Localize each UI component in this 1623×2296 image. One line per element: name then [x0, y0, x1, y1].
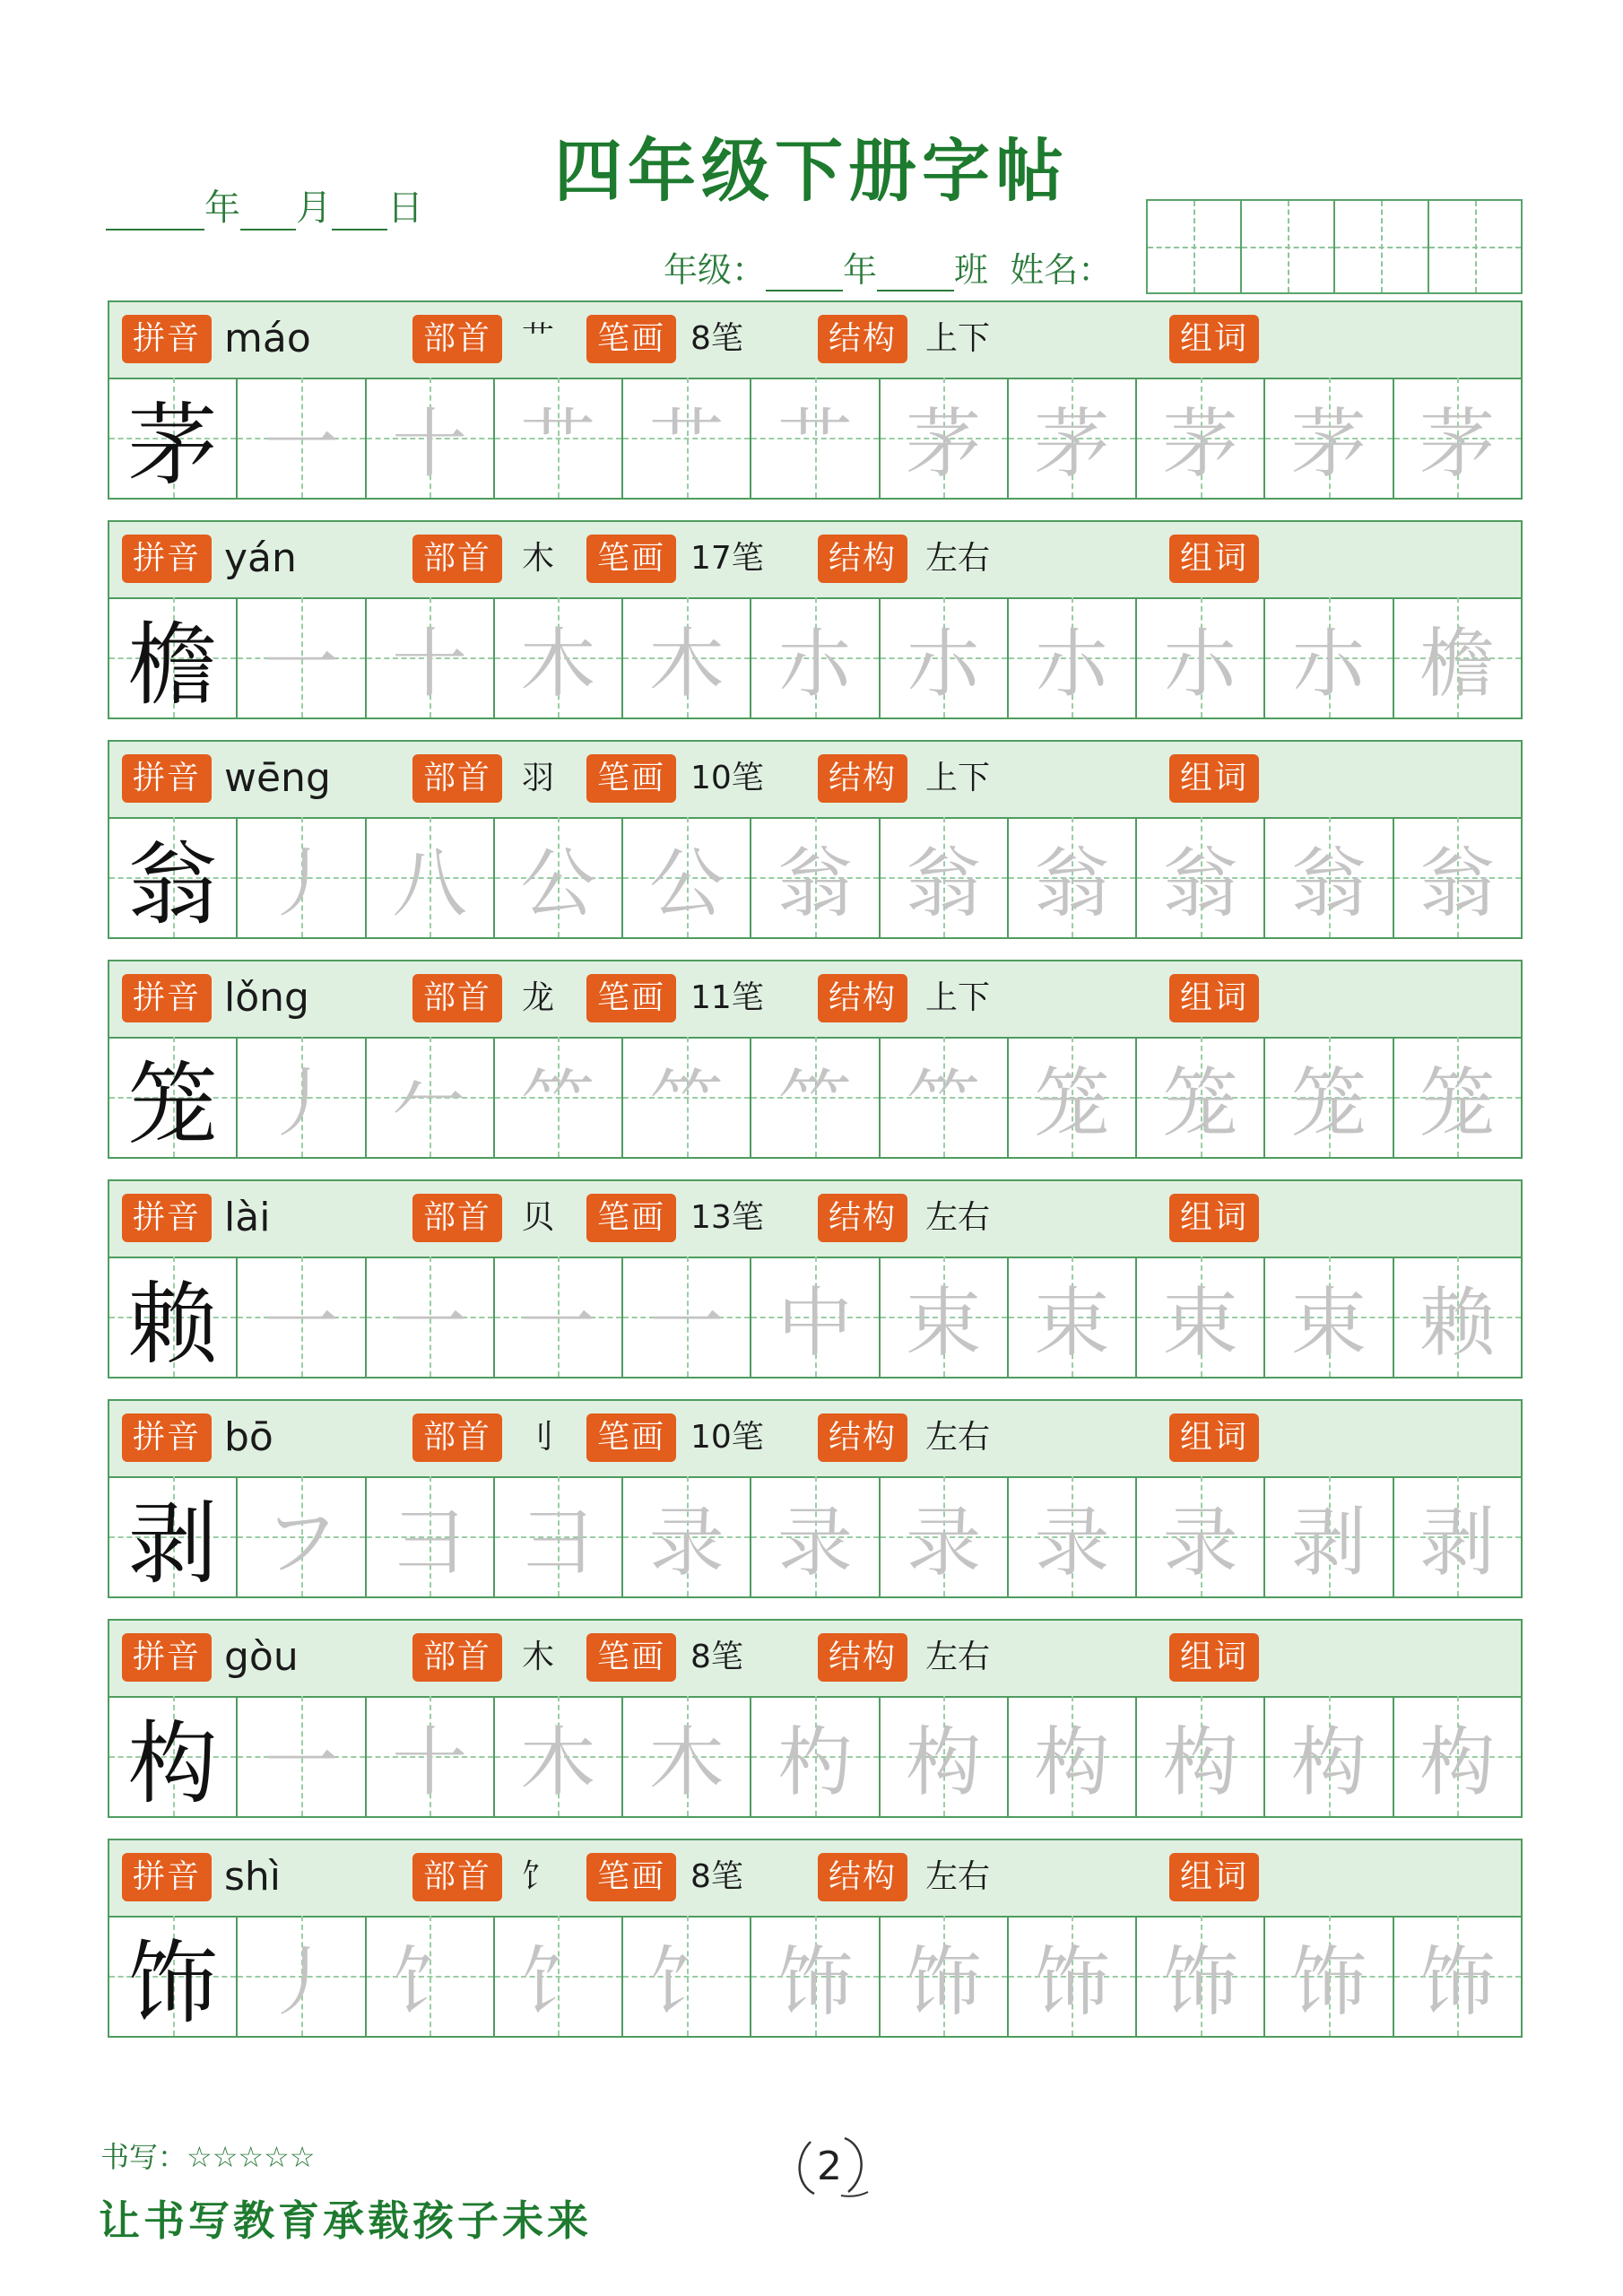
- trace-cell[interactable]: [751, 1916, 880, 2036]
- pinyin-tag: 拼音: [122, 535, 212, 583]
- trace-cell[interactable]: [1265, 1476, 1393, 1596]
- trace-cell[interactable]: [1137, 1257, 1265, 1377]
- trace-cell[interactable]: [623, 1696, 751, 1816]
- name-label: 姓名：: [1010, 250, 1113, 290]
- model-char-cell: [109, 817, 238, 937]
- pinyin-value: gòu: [224, 1634, 299, 1680]
- date-line: [106, 179, 423, 230]
- trace-cell[interactable]: [1009, 1037, 1137, 1157]
- trace-cell[interactable]: [623, 817, 751, 937]
- trace-cell[interactable]: [495, 1696, 623, 1816]
- trace-cell[interactable]: [751, 817, 880, 937]
- trace-cell[interactable]: [1009, 597, 1137, 718]
- month-blank[interactable]: [240, 189, 296, 230]
- trace-char: 笼: [1034, 1058, 1110, 1147]
- trace-cell[interactable]: [751, 597, 880, 718]
- date-day-label: 日: [387, 187, 423, 229]
- structure-tag: 结构: [818, 974, 907, 1022]
- trace-char: 饣: [392, 1937, 468, 2026]
- trace-char: フ: [263, 1498, 339, 1587]
- trace-cell[interactable]: [1137, 1037, 1265, 1157]
- radical-value: 龙: [522, 979, 555, 1016]
- trace-char: 朩: [1162, 619, 1238, 708]
- trace-cell[interactable]: [881, 597, 1009, 718]
- trace-cell[interactable]: [881, 817, 1009, 937]
- trace-char: 翁: [906, 839, 982, 927]
- trace-cell[interactable]: [1137, 1916, 1265, 2036]
- trace-char: 茅: [1162, 399, 1238, 488]
- trace-cell[interactable]: [238, 1916, 366, 2036]
- trace-char: 十: [392, 399, 468, 488]
- trace-char: 录: [906, 1498, 982, 1587]
- words-tag: 组词: [1169, 1413, 1259, 1462]
- trace-cell[interactable]: [238, 597, 366, 718]
- trace-cell[interactable]: [238, 378, 366, 498]
- trace-char: 一: [263, 399, 339, 488]
- words-tag: 组词: [1169, 315, 1259, 363]
- trace-char: 艹: [520, 399, 596, 488]
- trace-char: ⺮: [648, 1058, 725, 1147]
- trace-char: 束: [1034, 1278, 1110, 1367]
- trace-char: 束: [1162, 1278, 1238, 1367]
- trace-cell[interactable]: [1265, 1696, 1393, 1816]
- trace-char: 构: [1291, 1718, 1367, 1806]
- trace-cell[interactable]: [1137, 1476, 1265, 1596]
- trace-char: 翁: [1291, 839, 1367, 927]
- trace-cell[interactable]: [495, 817, 623, 937]
- trace-cell[interactable]: [495, 597, 623, 718]
- pinyin-tag: 拼音: [122, 315, 212, 363]
- char-entry: [108, 1839, 1523, 2038]
- trace-char: 录: [1034, 1498, 1110, 1587]
- trace-char: 朩: [777, 619, 853, 708]
- trace-cell[interactable]: [881, 1257, 1009, 1377]
- trace-char: 翁: [1034, 839, 1110, 927]
- structure-tag: 结构: [818, 754, 907, 803]
- trace-char: 丿: [263, 1058, 339, 1147]
- name-cell[interactable]: [1335, 201, 1429, 292]
- trace-char: 饰: [1034, 1937, 1110, 2026]
- radical-tag: 部首: [412, 1633, 502, 1682]
- radical-tag: 部首: [412, 974, 502, 1022]
- pinyin-tag: 拼音: [122, 1633, 212, 1682]
- page-title: 四年级下册字帖: [554, 131, 1069, 211]
- practice-grid: [109, 1916, 1521, 2036]
- structure-tag: 结构: [818, 315, 907, 363]
- structure-value: 左右: [925, 1199, 991, 1236]
- pinyin-value: máo: [224, 316, 311, 361]
- trace-char: 录: [1162, 1498, 1238, 1587]
- trace-cell[interactable]: [367, 1037, 495, 1157]
- pinyin-tag: 拼音: [122, 974, 212, 1022]
- trace-char: 笼: [1291, 1058, 1367, 1147]
- trace-cell[interactable]: [367, 1696, 495, 1816]
- trace-char: 公: [520, 839, 596, 927]
- structure-value: 上下: [925, 979, 991, 1016]
- trace-char: 束: [906, 1278, 982, 1367]
- trace-char: 杓: [777, 1718, 853, 1806]
- structure-tag: 结构: [818, 1633, 907, 1682]
- entry-header: [109, 302, 1521, 379]
- trace-char: 中: [777, 1278, 853, 1367]
- grade-label: 年级：: [664, 250, 767, 290]
- structure-value: 左右: [925, 1639, 991, 1675]
- class-line: [664, 242, 1112, 291]
- date-year-label: 年: [204, 187, 240, 229]
- trace-cell[interactable]: [623, 378, 751, 498]
- trace-cell[interactable]: [495, 1476, 623, 1596]
- trace-cell[interactable]: [1394, 1257, 1521, 1377]
- trace-char: 翁: [1162, 839, 1238, 927]
- trace-cell[interactable]: [751, 378, 880, 498]
- radical-value: 饣: [522, 1858, 555, 1895]
- trace-char: 𠂉: [392, 1058, 468, 1147]
- trace-char: 十: [392, 619, 468, 708]
- trace-cell[interactable]: [1137, 1696, 1265, 1816]
- trace-cell[interactable]: [1265, 378, 1393, 498]
- radical-value: 刂: [522, 1419, 555, 1456]
- trace-char: 艹: [648, 399, 725, 488]
- radical-tag: 部首: [412, 535, 502, 583]
- strokes-tag: 笔画: [586, 1633, 676, 1682]
- pinyin-tag: 拼音: [122, 1194, 212, 1242]
- trace-char: 茅: [1291, 399, 1367, 488]
- trace-char: 木: [648, 619, 725, 708]
- model-char: 檐: [127, 613, 218, 718]
- words-tag: 组词: [1169, 1194, 1259, 1242]
- trace-char: 饰: [1291, 1937, 1367, 2026]
- structure-tag: 结构: [818, 535, 907, 583]
- trace-cell[interactable]: [1265, 1037, 1393, 1157]
- model-char-cell: [109, 1696, 238, 1816]
- radical-value: 木: [522, 540, 555, 577]
- radical-value: 艹: [522, 320, 555, 357]
- trace-char: 木: [520, 1718, 596, 1806]
- grade-blank[interactable]: [766, 252, 843, 291]
- trace-char: 木: [648, 1718, 725, 1806]
- trace-char: 饣: [520, 1937, 596, 2026]
- trace-cell[interactable]: [1394, 1476, 1521, 1596]
- name-cell[interactable]: [1148, 201, 1242, 292]
- structure-value: 上下: [925, 760, 991, 796]
- model-char: 剥: [127, 1492, 218, 1596]
- page-number-text: 2: [817, 2143, 842, 2189]
- trace-char: 丿: [263, 1937, 339, 2026]
- trace-cell[interactable]: [623, 1916, 751, 2036]
- strokes-tag: 笔画: [586, 754, 676, 803]
- trace-cell[interactable]: [751, 1476, 880, 1596]
- trace-char: ⺮: [520, 1058, 596, 1147]
- name-cell[interactable]: [1242, 201, 1336, 292]
- trace-char: 朩: [906, 619, 982, 708]
- trace-cell[interactable]: [238, 1476, 366, 1596]
- trace-char: 饰: [1419, 1937, 1496, 2026]
- words-tag: 组词: [1169, 754, 1259, 803]
- radical-value: 贝: [522, 1199, 555, 1236]
- trace-char: 剥: [1291, 1498, 1367, 1587]
- name-grid[interactable]: [1146, 199, 1523, 294]
- trace-cell[interactable]: [1009, 1257, 1137, 1377]
- trace-cell[interactable]: [367, 378, 495, 498]
- radical-tag: 部首: [412, 1194, 502, 1242]
- trace-char: 朩: [1291, 619, 1367, 708]
- strokes-value: 17笔: [690, 540, 764, 577]
- char-entry: [108, 960, 1523, 1159]
- trace-char: ⺮: [906, 1058, 982, 1147]
- strokes-value: 13笔: [690, 1199, 764, 1236]
- structure-value: 左右: [925, 1858, 991, 1895]
- radical-tag: 部首: [412, 754, 502, 803]
- trace-char: 翁: [777, 839, 853, 927]
- practice-grid: [109, 817, 1521, 937]
- entry-header: [109, 1401, 1521, 1478]
- trace-char: 构: [906, 1718, 982, 1806]
- trace-char: 录: [648, 1498, 725, 1587]
- trace-cell[interactable]: [1265, 1916, 1393, 2036]
- char-entry: [108, 300, 1523, 500]
- strokes-value: 8笔: [690, 1858, 743, 1895]
- entry-header: [109, 1181, 1521, 1258]
- trace-cell[interactable]: [751, 1257, 880, 1377]
- char-entry: [108, 1619, 1523, 1818]
- words-tag: 组词: [1169, 1853, 1259, 1901]
- trace-char: 檐: [1419, 619, 1496, 708]
- entry-header: [109, 1840, 1521, 1918]
- trace-cell[interactable]: [623, 1037, 751, 1157]
- model-char-cell: [109, 597, 238, 718]
- model-char: 茅: [127, 393, 218, 498]
- trace-cell[interactable]: [1394, 817, 1521, 937]
- grade-unit: 年: [843, 250, 878, 290]
- trace-cell[interactable]: [1394, 378, 1521, 498]
- trace-char: 构: [1419, 1718, 1496, 1806]
- trace-cell[interactable]: [1265, 1257, 1393, 1377]
- model-char-cell: [109, 1257, 238, 1377]
- model-char: 饰: [127, 1931, 218, 2036]
- strokes-value: 8笔: [690, 320, 743, 357]
- trace-char: 茅: [906, 399, 982, 488]
- trace-cell[interactable]: [1265, 817, 1393, 937]
- strokes-tag: 笔画: [586, 1413, 676, 1462]
- page-number: [789, 2126, 870, 2206]
- date-month-label: 月: [296, 187, 332, 229]
- model-char-cell: [109, 1476, 238, 1596]
- entry-header: [109, 961, 1521, 1039]
- practice-grid: [109, 597, 1521, 718]
- entry-header: [109, 522, 1521, 599]
- practice-grid: [109, 1037, 1521, 1157]
- trace-char: 一: [648, 1278, 725, 1367]
- words-tag: 组词: [1169, 535, 1259, 583]
- words-tag: 组词: [1169, 1633, 1259, 1682]
- trace-cell[interactable]: [751, 1037, 880, 1157]
- practice-grid: [109, 1476, 1521, 1596]
- trace-char: 饰: [1162, 1937, 1238, 2026]
- model-char-cell: [109, 1916, 238, 2036]
- char-entry: [108, 1399, 1523, 1598]
- trace-char: 录: [777, 1498, 853, 1587]
- trace-cell[interactable]: [495, 1037, 623, 1157]
- structure-tag: 结构: [818, 1853, 907, 1901]
- trace-cell[interactable]: [367, 817, 495, 937]
- class-blank[interactable]: [877, 252, 954, 291]
- strokes-value: 10笔: [690, 1419, 764, 1456]
- strokes-value: 10笔: [690, 760, 764, 796]
- trace-char: 束: [1291, 1278, 1367, 1367]
- trace-cell[interactable]: [1009, 1916, 1137, 2036]
- trace-cell[interactable]: [1137, 817, 1265, 937]
- trace-cell[interactable]: [1394, 597, 1521, 718]
- trace-char: 饣: [648, 1937, 725, 2026]
- trace-cell[interactable]: [495, 1916, 623, 2036]
- words-tag: 组词: [1169, 974, 1259, 1022]
- pinyin-value: wēng: [224, 755, 331, 801]
- trace-char: 八: [392, 839, 468, 927]
- trace-char: 构: [1162, 1718, 1238, 1806]
- structure-value: 上下: [925, 320, 991, 357]
- trace-cell[interactable]: [1394, 1916, 1521, 2036]
- model-char-cell: [109, 1037, 238, 1157]
- radical-value: 羽: [522, 760, 555, 796]
- trace-char: 赖: [1419, 1278, 1496, 1367]
- trace-char: 一: [263, 1718, 339, 1806]
- radical-value: 木: [522, 1639, 555, 1675]
- pinyin-value: lài: [224, 1195, 271, 1240]
- trace-cell[interactable]: [1265, 597, 1393, 718]
- trace-cell[interactable]: [881, 1037, 1009, 1157]
- char-entry: [108, 1179, 1523, 1378]
- trace-cell[interactable]: [367, 1257, 495, 1377]
- trace-cell[interactable]: [881, 1916, 1009, 2036]
- trace-cell[interactable]: [1009, 817, 1137, 937]
- model-char: 构: [127, 1711, 218, 1816]
- trace-char: 构: [1034, 1718, 1110, 1806]
- model-char-cell: [109, 378, 238, 498]
- structure-tag: 结构: [818, 1194, 907, 1242]
- strokes-tag: 笔画: [586, 315, 676, 363]
- strokes-tag: 笔画: [586, 1194, 676, 1242]
- trace-char: 公: [648, 839, 725, 927]
- trace-cell[interactable]: [1394, 1696, 1521, 1816]
- trace-char: 笼: [1419, 1058, 1496, 1147]
- day-blank[interactable]: [332, 189, 387, 230]
- model-char: 笼: [127, 1052, 218, 1157]
- trace-cell[interactable]: [1009, 1696, 1137, 1816]
- trace-char: 一: [263, 1278, 339, 1367]
- trace-cell[interactable]: [881, 1476, 1009, 1596]
- trace-cell[interactable]: [367, 597, 495, 718]
- model-char: 赖: [127, 1272, 218, 1377]
- trace-cell[interactable]: [623, 597, 751, 718]
- pinyin-value: bō: [224, 1414, 273, 1460]
- trace-cell[interactable]: [367, 1476, 495, 1596]
- trace-char: 笼: [1162, 1058, 1238, 1147]
- trace-char: 剥: [1419, 1498, 1496, 1587]
- strokes-tag: 笔画: [586, 974, 676, 1022]
- trace-char: ⺮: [777, 1058, 853, 1147]
- practice-grid: [109, 378, 1521, 498]
- trace-cell[interactable]: [238, 1037, 366, 1157]
- trace-char: 茅: [1419, 399, 1496, 488]
- trace-char: 彐: [392, 1498, 468, 1587]
- pinyin-tag: 拼音: [122, 754, 212, 803]
- trace-char: 茅: [1034, 399, 1110, 488]
- rating-stars[interactable]: ☆☆☆☆☆: [187, 2140, 316, 2174]
- trace-char: 朩: [1034, 619, 1110, 708]
- trace-cell[interactable]: [238, 817, 366, 937]
- trace-cell[interactable]: [623, 1257, 751, 1377]
- radical-tag: 部首: [412, 1853, 502, 1901]
- trace-char: 饰: [906, 1937, 982, 2026]
- trace-cell[interactable]: [881, 378, 1009, 498]
- trace-cell[interactable]: [751, 1696, 880, 1816]
- strokes-value: 8笔: [690, 1639, 743, 1675]
- practice-grid: [109, 1257, 1521, 1377]
- year-blank[interactable]: [106, 189, 204, 230]
- entry-header: [109, 742, 1521, 819]
- trace-char: 丿: [263, 839, 339, 927]
- pinyin-tag: 拼音: [122, 1413, 212, 1462]
- trace-char: 翁: [1419, 839, 1496, 927]
- char-entry: [108, 740, 1523, 939]
- trace-char: 一: [263, 619, 339, 708]
- char-entry: [108, 520, 1523, 719]
- trace-cell[interactable]: [1137, 378, 1265, 498]
- model-char: 翁: [127, 832, 218, 937]
- trace-cell[interactable]: [1009, 1476, 1137, 1596]
- strokes-tag: 笔画: [586, 535, 676, 583]
- pinyin-value: yán: [224, 535, 297, 581]
- radical-tag: 部首: [412, 1413, 502, 1462]
- writing-rating: [100, 2135, 315, 2176]
- trace-cell[interactable]: [367, 1916, 495, 2036]
- structure-value: 左右: [925, 540, 991, 577]
- footer-slogan: 让书写教育承载孩子未来: [99, 2196, 592, 2245]
- radical-tag: 部首: [412, 315, 502, 363]
- pinyin-value: shì: [224, 1854, 282, 1900]
- structure-value: 左右: [925, 1419, 991, 1456]
- practice-grid: [109, 1696, 1521, 1816]
- strokes-value: 11笔: [690, 979, 764, 1016]
- trace-char: 一: [392, 1278, 468, 1367]
- trace-char: 饰: [777, 1937, 853, 2026]
- trace-char: 彐: [520, 1498, 596, 1587]
- pinyin-tag: 拼音: [122, 1853, 212, 1901]
- trace-cell[interactable]: [495, 1257, 623, 1377]
- pinyin-value: lǒng: [224, 975, 309, 1021]
- rating-label: 书写：: [100, 2140, 187, 2174]
- class-unit: 班: [954, 250, 989, 290]
- trace-cell[interactable]: [238, 1257, 366, 1377]
- trace-cell[interactable]: [1009, 378, 1137, 498]
- trace-cell[interactable]: [623, 1476, 751, 1596]
- trace-char: 一: [520, 1278, 596, 1367]
- trace-cell[interactable]: [1394, 1037, 1521, 1157]
- trace-char: 艹: [777, 399, 853, 488]
- entry-header: [109, 1621, 1521, 1698]
- strokes-tag: 笔画: [586, 1853, 676, 1901]
- trace-cell[interactable]: [495, 378, 623, 498]
- trace-cell[interactable]: [881, 1696, 1009, 1816]
- trace-char: 木: [520, 619, 596, 708]
- trace-char: 十: [392, 1718, 468, 1806]
- structure-tag: 结构: [818, 1413, 907, 1462]
- trace-cell[interactable]: [1137, 597, 1265, 718]
- trace-cell[interactable]: [238, 1696, 366, 1816]
- name-cell[interactable]: [1429, 201, 1522, 292]
